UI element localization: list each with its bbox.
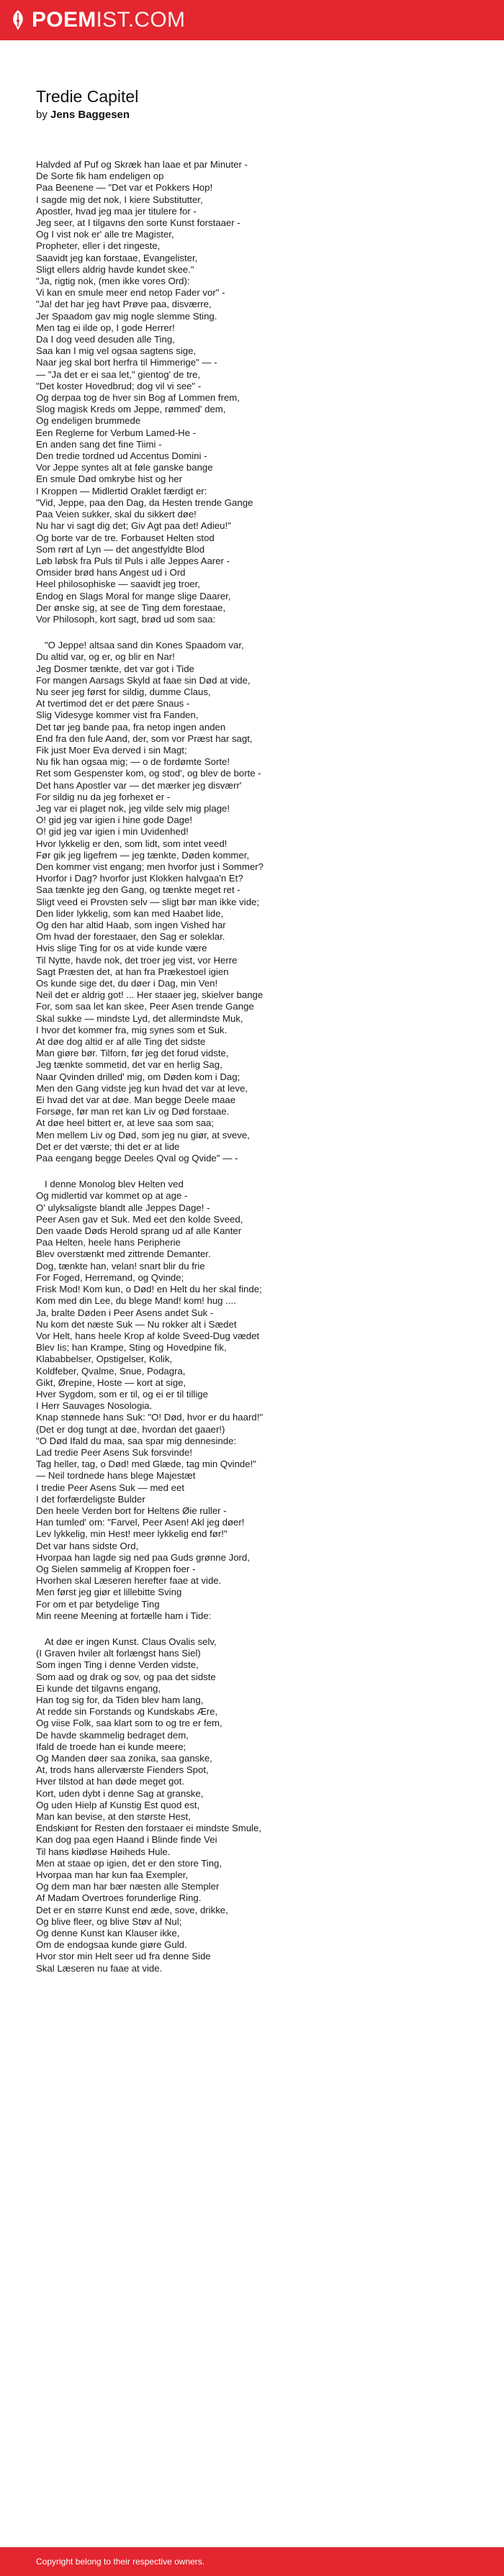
poem-line: O! gid jeg var igien i hine gode Dage! — [36, 815, 193, 826]
poem-line: Og derpaa tog de hver sin Bog af Lommen frem, — [36, 392, 240, 404]
poem-line: Hvor lykkelig er den, som lidt, som intet veed! — [36, 838, 228, 849]
poem-line: For, som saa let kan skee, Peer Asen trende Gange — [36, 1001, 254, 1012]
poem-line: Klababbelser, Opstigelser, Kolik, — [36, 1353, 173, 1365]
poem-line: — Neil tordnede hans blege Majestæt — [36, 1470, 196, 1482]
poem-line: Og Sielen sømmelig af Kroppen foer - — [36, 1563, 196, 1574]
poem-line: Lad tredie Peer Asens Suk forsvinde! — [36, 1446, 192, 1458]
poem-line: Og denne Kunst kan Klauser ikke, — [36, 1928, 180, 1939]
quill-pen-icon — [10, 9, 26, 31]
poem-line: Og den har altid Haab, som ingen Vished har — [36, 920, 226, 930]
poem-line: I Herr Sauvages Nosologia. — [36, 1400, 153, 1412]
poem-line: Der ønske sig, at see de Ting dem forestaae, — [36, 602, 226, 613]
poem-line: Men mellem Liv og Død, som jeg nu giør, at sveve, — [36, 1129, 250, 1140]
poem-line: Den lider lykkelig, som kan med Haabet lide, — [36, 907, 224, 919]
poem-line: Ja, bralte Døden i Peer Asens andet Suk - — [36, 1307, 214, 1318]
poem-line: En smule Død omkrybe hist og her — [36, 473, 183, 485]
poem-line: For om et par betydelige Ting — [36, 1598, 160, 1610]
poem-line: Tag heller, tag, o Død! med Glæde, tag min Qvinde!" — [36, 1459, 256, 1470]
poem-line: Jeg var ei plaget nok, jeg vilde selv mig plage! — [36, 802, 230, 814]
poem-line: Og borte var de tre. Forbauset Helten stod — [36, 532, 215, 543]
poem-line: Nu seer jeg først for sildig, dumme Claus, — [36, 686, 211, 697]
poem-line: For Foged, Herremand, og Qvinde; — [36, 1271, 184, 1283]
byline-prefix: by — [36, 109, 48, 121]
footer-bar — [0, 2547, 504, 2576]
poem-line: Knap stønnede hans Suk: "O! Død, hvor er du haard!" — [36, 1412, 264, 1423]
poem-line: Skal Læseren nu faae at vide. — [36, 1962, 163, 1974]
poem-line: Paa Helten, heele hans Peripherie — [36, 1237, 181, 1248]
poem-line: Men tag ei ilde op, I gode Herrer! — [36, 322, 175, 333]
poem-line: Fik just Moer Eva derved i sin Magt; — [36, 744, 187, 756]
poem-line: Min reene Meening at fortælle ham i Tide: — [36, 1610, 212, 1621]
poem-line: Peer Asen gav et Suk. Med eet den kolde Sveed, — [36, 1213, 243, 1225]
poem-line: Før gik jeg ligefrem — jeg tænkte, Døden kommer, — [36, 849, 250, 861]
poem-line: Vor Helt, hans heele Krop af kolde Sveed-Dug vædet — [36, 1330, 260, 1341]
poem-line: Koldfeber, Qvalme, Snue, Podagra, — [36, 1365, 186, 1377]
poem-line: Løb løbsk fra Puls til Puls i alle Jeppes Aarer - — [36, 555, 230, 566]
poem-line: Hvorfor i Dag? hvorfor just Klokken halvgaa'n Et? — [36, 873, 243, 884]
poem-line: I tredie Peer Asens Suk — med eet — [36, 1482, 184, 1493]
poem-line: Og endeligen brummede — [36, 415, 141, 427]
poem-line: At tvertimod det er det pære Snaus - — [36, 698, 190, 709]
poem-line: Nu kom det næste Suk — Nu rokker alt i Sædet — [36, 1318, 237, 1330]
poem-line: Til Nytte, havde nok, det troer jeg vist, vor Herre — [36, 954, 238, 966]
poem-line: Han tumled' om: "Farvel, Peer Asen! Akl jeg døer! — [36, 1517, 245, 1528]
poem-line: Hvorhen skal Læseren herefter faae at vide. — [36, 1575, 222, 1587]
poem-line: Men at staae op igien, det er den store Ting, — [36, 1857, 222, 1869]
poem-line: Frisk Mod! Kom kun, o Død! en Helt du her skal finde; — [36, 1284, 262, 1295]
poem-body — [36, 159, 468, 1974]
poem-line: Og uden Hielp af Kunstig Est quod est, — [36, 1799, 200, 1810]
poem-line: — "Ja det er ei saa let," gientog' de tre, — [36, 368, 201, 380]
poem-line: Men først jeg giør et lillebitte Sving — [36, 1587, 182, 1598]
copyright-notice: Copyright belong to their respective owners. — [36, 2557, 205, 2567]
poem-line: Det hans Apostler var — det mærker jeg disværr' — [36, 779, 242, 791]
poem-line: "Vid, Jeppe, paa den Dag, da Hesten trende Gange — [36, 496, 253, 508]
top-bar — [0, 0, 504, 40]
poem-line: Kom med din Lee, du blege Mand! kom! hug .... — [36, 1295, 236, 1307]
poem-line: Om de endogsaa kunde giøre Guld. — [36, 1939, 187, 1951]
poem-line: Slig Videsyge kommer vist fra Fanden, — [36, 709, 199, 721]
poem-line: At redde sin Forstands og Kundskabs Ære, — [36, 1706, 218, 1718]
poem-line: Ifald de troede han ei kunde meere; — [36, 1741, 186, 1752]
poem-line: At døe er ingen Kunst. Claus Ovalis selv, — [45, 1636, 217, 1647]
poem-line: Du altid var, og er, og blir en Nar! — [36, 651, 175, 663]
poem-line: I det forfærdeligste Bulder — [36, 1493, 145, 1505]
poem-line: I Kroppen — Midlertid Oraklet færdigt er: — [36, 485, 207, 496]
poem-line: I denne Monolog blev Helten ved — [45, 1179, 184, 1190]
poem-line: Men den Gang vidste jeg kun hvad det var at leve, — [36, 1082, 248, 1094]
poem-line: Endskiønt for Resten den forstaaer ei mindste Smule, — [36, 1823, 261, 1834]
poem-line: Og midlertid var kommet op at age - — [36, 1190, 188, 1202]
poem-line: At, trods hans allerværste Fienders Spot, — [36, 1764, 209, 1776]
poem-line: Den heele Verden bort for Heltens Øie ruller - — [36, 1505, 227, 1516]
site-logo-link[interactable] — [10, 9, 185, 31]
poem-line: Og viise Folk, saa klart som to og tre er fem, — [36, 1718, 222, 1729]
poem-line: Ret som Gespenster kom, og stod', og blev de borte - — [36, 768, 261, 779]
poem-line: Det var hans sidste Ord, — [36, 1540, 139, 1551]
poem-line: Saa tænkte jeg den Gang, og tænkte meget ret - — [36, 884, 240, 896]
poem-line: I hvor det kommer fra, mig synes som et Suk. — [36, 1024, 228, 1035]
poem-line: Hver Sygdom, som er til, og ei er til tillige — [36, 1388, 208, 1400]
poem-line: Da I dog veed desuden alle Ting, — [36, 334, 175, 345]
site-logo-text — [32, 9, 185, 31]
poem-line: Een Reglerne for Verbum Lamed-He - — [36, 427, 197, 438]
poem-line: Ei hvad det var at døe. Man begge Deele maae — [36, 1094, 236, 1106]
poem-line: O' ulyksaligste blandt alle Jeppes Dage! - — [36, 1202, 210, 1213]
poem-line: Paa eengang begge Deeles Qval og Qvide" — - — [36, 1153, 238, 1164]
poem-line: (I Graven hviler alt forlængst hans Siel) — [36, 1648, 201, 1659]
poem-stanza — [36, 1636, 468, 1974]
poem-line: (Det er dog tungt at døe, hvordan det gaaer!) — [36, 1423, 225, 1435]
poem-line: Paa Beenene — "Det var et Pokkers Hop! — [36, 182, 213, 194]
poem-stanza — [36, 1179, 468, 1622]
poem-line: Paa Veien sukker, skal du sikkert døe! — [36, 509, 197, 520]
poem-line: Naar Qvinden drilled' mig, om Døden kom i Dag; — [36, 1071, 240, 1082]
poem-line: Halvded af Puf og Skræk han laae et par Minuter - — [36, 159, 248, 170]
poem-line: Og Manden døer saa zonika, saa ganske, — [36, 1753, 212, 1764]
poem-line: Apostler, hvad jeg maa jer titulere for - — [36, 205, 197, 217]
poem-line: Og I vist nok er' alle tre Magister, — [36, 229, 174, 240]
poem-line: "Ja! det har jeg havt Prøve paa, disværre, — [36, 299, 212, 310]
poem-line: Neil det er aldrig got! ... Her staaer jeg, skielver bange — [36, 989, 264, 1001]
poem-line: At døe dog altid er af alle Ting det sidste — [36, 1036, 206, 1048]
poem-line: At døe heel bittert er, at leve saa som saa; — [36, 1117, 215, 1129]
poem-line: "Det koster Hovedbrud; dog vil vi see" - — [36, 380, 202, 391]
poem-line: Jer Spaadom gav mig nogle slemme Sting. — [36, 310, 217, 322]
poem-line: Propheter, eller i det ringeste, — [36, 240, 161, 252]
poem-line: Endog en Slags Moral for mange slige Daarer, — [36, 590, 231, 602]
poem-line: Af Madam Overtroes forunderlige Ring. — [36, 1892, 202, 1904]
poem-line: I sagde mig det nok, I kiere Substitutter, — [36, 194, 203, 205]
poem-line: De Sorte fik ham endeligen op — [36, 171, 164, 182]
poem-line: For mangen Aarsags Skyld at faae sin Død at vide, — [36, 674, 251, 686]
poem-line: O! gid jeg var igien i min Uvidenhed! — [36, 826, 189, 838]
poem-stanza — [36, 159, 468, 625]
poem-line: Som ingen Ting i denne Verden vidste, — [36, 1659, 199, 1671]
poem-line: "O Jeppe! altsaa sand din Kones Spaadom var, — [45, 640, 244, 651]
poem-line: Til hans kiødløse Høiheds Hule. — [36, 1846, 171, 1857]
poem-line: Man giøre bør. Tilforn, før jeg det forud vidste, — [36, 1048, 229, 1059]
poem-line: Om hvad der forestaaer, den Sag er soleklar. — [36, 931, 225, 943]
poem-line: De havde skammelig bedraget dem, — [36, 1729, 189, 1741]
poem-line: Hvorpaa han lagde sig ned paa Guds grønne Jord, — [36, 1551, 250, 1563]
poem-line: Sligt ellers aldrig havde kundet skee." — [36, 263, 194, 275]
poem-line: Og blive fleer, og blive Støv af Nul; — [36, 1915, 182, 1927]
poem-line: Naar jeg skal bort herfra til Himmerige" — - — [36, 357, 217, 368]
poem-line: Det er en større Kunst end æde, sove, drikke, — [36, 1904, 228, 1915]
poem-stanza — [36, 640, 468, 1164]
poem-line: Han tog sig for, da Tiden blev ham lang, — [36, 1695, 204, 1705]
poem-line: Os kunde sige det, du døer i Dag, min Ven! — [36, 978, 218, 989]
poem-line: Hvor stor min Helt seer ud fra denne Side — [36, 1951, 211, 1962]
author-link[interactable]: Jens Baggesen — [50, 109, 130, 121]
poem-line: Omsider brød hans Angest ud i Ord — [36, 567, 186, 579]
poem-line: Det tør jeg bande paa, fra netop ingen anden — [36, 721, 226, 733]
poem-line: Vor Jeppe syntes alt at føle ganske bange — [36, 462, 213, 473]
poem-line: Hvis slige Ting for os at vide kunde være — [36, 943, 207, 954]
poem-line: Gikt, Ørepine, Hoste — kort at sige, — [36, 1377, 186, 1388]
poem-line: Blev overstænkt med zittrende Demanter. — [36, 1248, 211, 1260]
poem-line: Hvorpaa man har kun faa Exempler, — [36, 1869, 189, 1881]
poem-line: Dog, tænkte han, velan! snart blir du frie — [36, 1260, 205, 1271]
poem-line: For sildig nu da jeg forhexet er - — [36, 791, 171, 802]
poem-line: Sagt Præsten det, at han fra Prækestoel igien — [36, 966, 229, 977]
poem-byline — [36, 109, 468, 122]
logo-bold-part: POEM — [32, 8, 96, 32]
poem-line: Kort, uden dybt i denne Sag at granske, — [36, 1787, 204, 1799]
poem-line: En anden sang det fine Tiimi - — [36, 438, 162, 450]
poem-line: Jeg seer, at I tilgavns den sorte Kunst forstaaer - — [36, 217, 240, 229]
poem-line: Nu fik han ogsaa mig; — o de fordømte Sorte! — [36, 756, 230, 768]
poem-line: "Ja, rigtig nok, (men ikke vores Ord): — [36, 276, 190, 287]
poem-line: Og dem man har bær næsten alle Stempler — [36, 1881, 220, 1892]
poem-line: Nu har vi sagt dig det; Giv Agt paa det! Adieu!" — [36, 520, 231, 532]
poem-line: Saa kan I mig vel ogsaa sagtens sige, — [36, 345, 197, 357]
poem-line: Som aad og drak og sov, og paa det sidste — [36, 1671, 216, 1682]
poem-line: Kan dog paa egen Haand i Blinde finde Vei — [36, 1834, 217, 1846]
poem-line: Den vaade Døds Herold sprang ud af alle Kanter — [36, 1225, 242, 1237]
poem-line: Jeg Dosmer tænkte, det var got i Tide — [36, 663, 194, 674]
poem-line: Slog magisk Kreds om Jeppe, rømmed' dem, — [36, 404, 226, 415]
poem-line: Det er det værste; thi det er at lide — [36, 1140, 180, 1152]
poem-line: Saavidt jeg kan forstaae, Evangelister, — [36, 252, 198, 263]
poem-line: Vi kan en smule meer end netop Fader vor" - — [36, 287, 225, 299]
poem-line: Man kan bevise, at den største Hest, — [36, 1811, 191, 1823]
poem-line: Den tredie tordned ud Accentus Domini - — [36, 450, 207, 462]
poem-article — [36, 86, 468, 1989]
poem-line: Hver tilstod at han døde meget got. — [36, 1776, 184, 1787]
poem-line: Ei kunde det tilgavns engang, — [36, 1682, 161, 1694]
poem-line: Som rørt af Lyn — det angestfyldte Blod — [36, 543, 205, 555]
poem-line: Den kommer vist engang; men hvorfor just i Sommer? — [36, 861, 264, 872]
poem-line: Lev lykkelig, min Hest! meer lykkelig end før!" — [36, 1528, 228, 1540]
poem-line: Sligt veed ei Provsten selv — sligt bør man ikke vide; — [36, 896, 260, 907]
poem-line: Forsøge, før man ret kan Liv og Død forstaae. — [36, 1106, 230, 1117]
logo-light-part: IST.COM — [96, 8, 186, 32]
poem-line: Skal sukke — mindste Lyd, det allermindste Muk, — [36, 1012, 243, 1024]
poem-line: End fra den fule Aand, der, som vor Præst har sagt, — [36, 733, 253, 744]
poem-line: Heel philosophiske — saavidt jeg troer, — [36, 579, 200, 590]
poem-line: Blev Iis; han Krampe, Sting og Hovedpine fik, — [36, 1342, 227, 1353]
poem-line: Vor Philosoph, kort sagt, brød ud som saa: — [36, 613, 216, 625]
poem-title: Tredie Capitel — [36, 87, 139, 106]
poem-line: Jeg tænkte sommetid, det var en herlig Sag, — [36, 1059, 222, 1071]
poem-line: "O Død Ifald du maa, saa spar mig dennesinde: — [36, 1435, 237, 1446]
